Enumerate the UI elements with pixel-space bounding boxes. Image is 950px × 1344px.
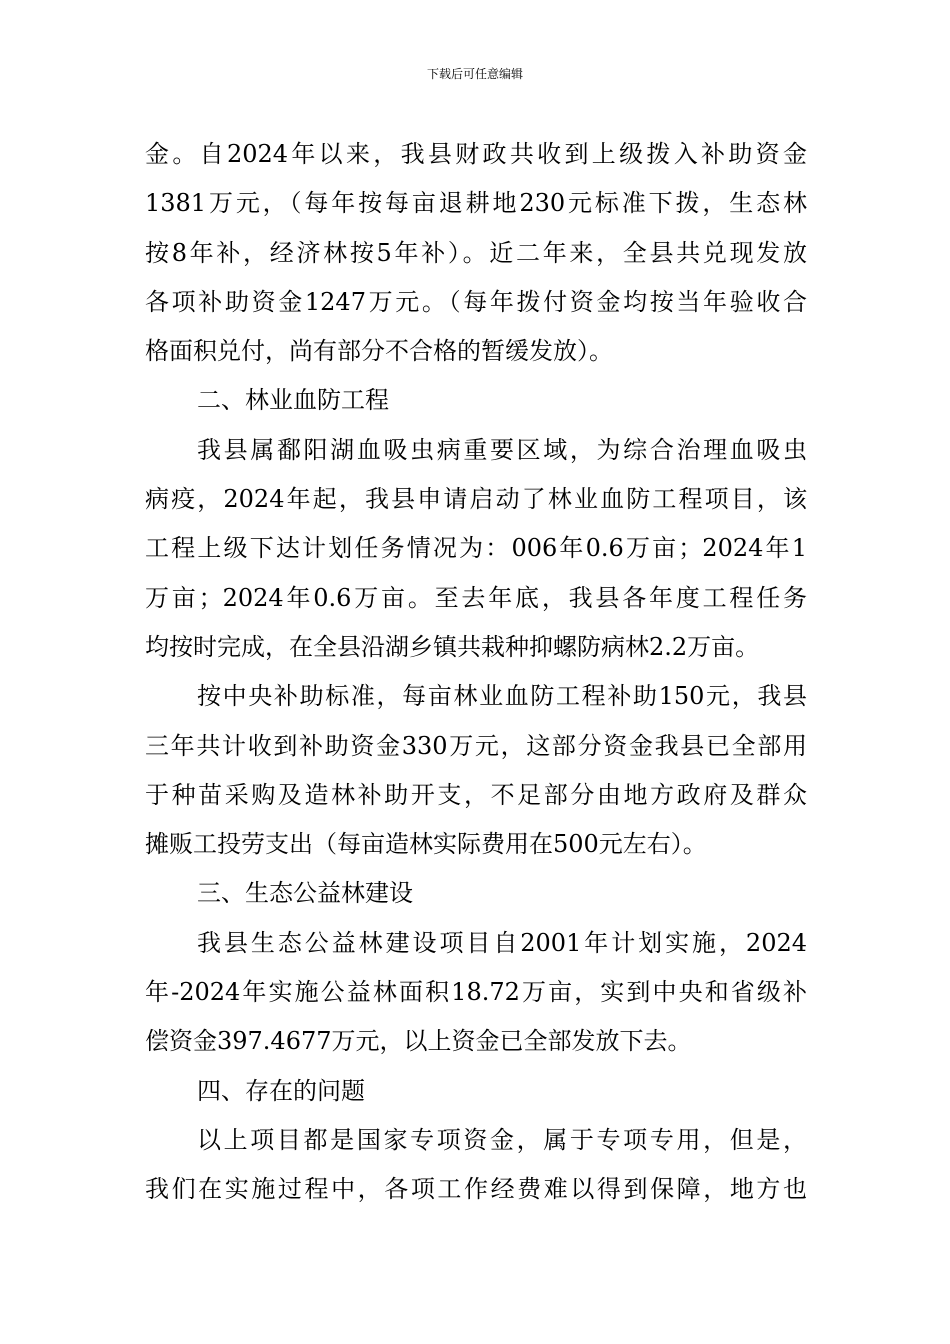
section-heading: 三、生态公益林建设 [197, 879, 413, 908]
section-heading: 二、林业血防工程 [197, 386, 389, 415]
paragraph-line: 工程上级下达计划任务情况为：006年0.6万亩；2024年1 [145, 534, 807, 563]
page-header: 下载后可任意编辑 [426, 67, 523, 81]
paragraph-line: 按8年补，经济林按5年补）。近二年来，全县共兑现发放 [145, 238, 807, 267]
paragraph-line: 年-2024年实施公益林面积18.72万亩，实到中央和省级补 [145, 978, 807, 1007]
paragraph-line: 金。自2024年以来，我县财政共收到上级拨入补助资金 [145, 140, 807, 168]
paragraph-line: 万亩；2024年0.6万亩。至去年底，我县各年度工程任务 [145, 583, 807, 612]
paragraph-line: 三年共计收到补助资金330万元，这部分资金我县已全部用 [145, 731, 807, 760]
document-body [145, 130, 807, 1215]
paragraph-line: 我县生态公益林建设项目自2001年计划实施，2024 [197, 928, 807, 957]
paragraph-line: 格面积兑付，尚有部分不合格的暂缓发放）。 [145, 337, 613, 366]
paragraph-line: 偿资金397.4677万元，以上资金已全部发放下去。 [145, 1027, 692, 1056]
paragraph-line: 我县属鄱阳湖血吸虫病重要区域，为综合治理血吸虫 [197, 435, 807, 464]
paragraph-line: 以上项目都是国家专项资金，属于专项专用，但是， [197, 1125, 807, 1154]
paragraph-line: 于种苗采购及造林补助开支，不足部分由地方政府及群众 [145, 780, 807, 809]
paragraph-line: 摊贩工投劳支出（每亩造林实际费用在500元左右）。 [145, 830, 707, 859]
section-heading: 四、存在的问题 [197, 1076, 365, 1105]
paragraph-line: 按中央补助标准，每亩林业血防工程补助150元，我县 [197, 682, 807, 711]
paragraph-line: 各项补助资金1247万元。（每年拨付资金均按当年验收合 [145, 287, 807, 316]
paragraph-line: 1381万元，（每年按每亩退耕地230元标准下拨，生态林 [145, 189, 807, 218]
paragraph-line: 均按时完成，在全县沿湖乡镇共栽种抑螺防病林2.2万亩。 [145, 632, 760, 661]
paragraph-line: 我们在实施过程中，各项工作经费难以得到保障，地方也 [145, 1175, 807, 1204]
paragraph-line: 病疫，2024年起，我县申请启动了林业血防工程项目，该 [145, 485, 807, 514]
